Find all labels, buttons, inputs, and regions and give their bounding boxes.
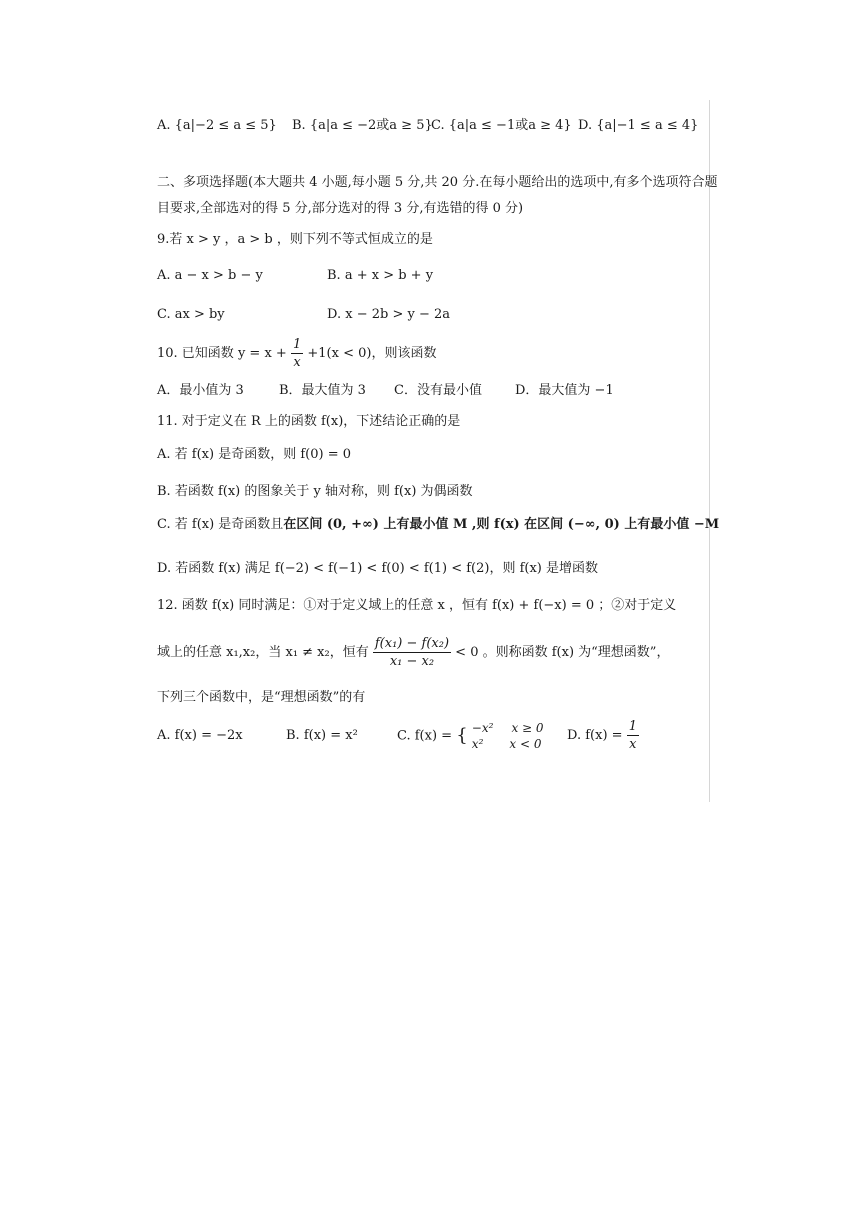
q12-fraction-denominator: x₁ − x₂: [389, 654, 435, 669]
q11-option-c: [157, 516, 719, 534]
q11-option-a: A. 若 f(x) 是奇函数，则 f(0) = 0: [157, 447, 351, 462]
q11-option-b: B. 若函数 f(x) 的图象关于 y 轴对称，则 f(x) 为偶函数: [157, 484, 473, 499]
q12-option-d-numerator: 1: [628, 719, 637, 734]
q12-option-c-row1: [472, 720, 544, 736]
q10-stem: [157, 337, 436, 371]
q12-option-c-piecewise: [472, 720, 544, 752]
section2-header-line2: 目要求,全部选对的得 5 分,部分选对的得 3 分,有选错的得 0 分): [157, 201, 524, 216]
q12-option-c-prefix: C. f(x) =: [397, 728, 453, 744]
q9-option-b: B. a + x > b + y: [327, 268, 434, 283]
q12-stem-line2-suffix: < 0 。则称函数 f(x) 为“理想函数”，: [455, 645, 670, 660]
q12-option-c-row1-expr: −x²: [471, 721, 494, 735]
q12-stem-line2-prefix: 域上的任意 x₁,x₂，当 x₁ ≠ x₂，恒有: [157, 645, 369, 660]
q11-stem: 11. 对于定义在 R 上的函数 f(x)，下述结论正确的是: [157, 414, 461, 429]
q12-option-c-brace: {: [456, 725, 468, 746]
q12-option-d-prefix: D. f(x) =: [567, 728, 623, 743]
q12-stem-line1: 12. 函数 f(x) 同时满足：①对于定义域上的任意 x ，恒有 f(x) + f(−x) = 0 ；②对于定义: [157, 598, 677, 613]
page-right-border: [709, 100, 710, 802]
q11-option-d: D. 若函数 f(x) 满足 f(−2) < f(−1) < f(0) < f(1) < f(2)，则 f(x) 是增函数: [157, 561, 599, 576]
q8-option-c: C. {a|a ≤ −1或a ≥ 4}: [431, 118, 572, 133]
q9-option-d: D. x − 2b > y − 2a: [327, 307, 450, 322]
q9-stem: 9.若 x > y ，a > b ，则下列不等式恒成立的是: [157, 232, 433, 247]
section2-header-line1: 二、多项选择题(本大题共 4 小题,每小题 5 分,共 20 分.在每小题给出的选项中,有多个选项符合题: [157, 175, 718, 190]
q12-option-d-fraction: [627, 720, 639, 751]
q10-option-c: C．没有最小值: [394, 383, 482, 398]
q11-option-c-part2: 在区间 (0, +∞) 上有最小值 M ,则 f(x) 在区间 (−∞, 0) 上有最小值 −M: [283, 517, 720, 532]
q9-option-a: A. a − x > b − y: [157, 268, 263, 283]
q10-option-b: B．最大值为 3: [279, 383, 366, 398]
q8-option-d: D. {a|−1 ≤ a ≤ 4}: [578, 118, 699, 133]
q9-option-c: C. ax > by: [157, 307, 225, 322]
q12-stem-line3: 下列三个函数中，是“理想函数”的有: [157, 690, 366, 705]
q12-option-d: [567, 717, 639, 755]
q10-fraction-numerator: 1: [292, 337, 302, 352]
q12-option-c-row2-expr: x²: [471, 737, 484, 751]
q8-option-a: A. {a|−2 ≤ a ≤ 5}: [157, 118, 277, 133]
q12-option-d-denominator: x: [629, 737, 637, 752]
q12-option-c-row2: [472, 736, 544, 752]
q12-stem-line2: [157, 633, 669, 673]
q10-stem-prefix: 10. 已知函数 y = x +: [157, 346, 287, 361]
q12-option-b: B. f(x) = x²: [286, 728, 358, 743]
q11-option-c-part1: C. 若 f(x) 是奇函数且: [157, 517, 284, 532]
q10-option-d: D．最大值为 −1: [515, 383, 614, 398]
q12-fraction: [373, 637, 451, 668]
q12-option-c-row2-cond: x < 0: [509, 737, 542, 751]
q12-fraction-numerator: f(x₁) − f(x₂): [374, 636, 450, 651]
q10-fraction: [291, 338, 303, 369]
q10-fraction-denominator: x: [293, 355, 301, 370]
q8-option-b: B. {a|a ≤ −2或a ≥ 5}: [292, 118, 433, 133]
q12-option-c: [397, 717, 544, 756]
q12-option-c-row1-cond: x ≥ 0: [511, 721, 544, 735]
q10-stem-suffix: +1(x < 0)，则该函数: [307, 346, 437, 361]
q10-option-a: A．最小值为 3: [157, 383, 244, 398]
q12-option-a: A. f(x) = −2x: [157, 728, 243, 743]
